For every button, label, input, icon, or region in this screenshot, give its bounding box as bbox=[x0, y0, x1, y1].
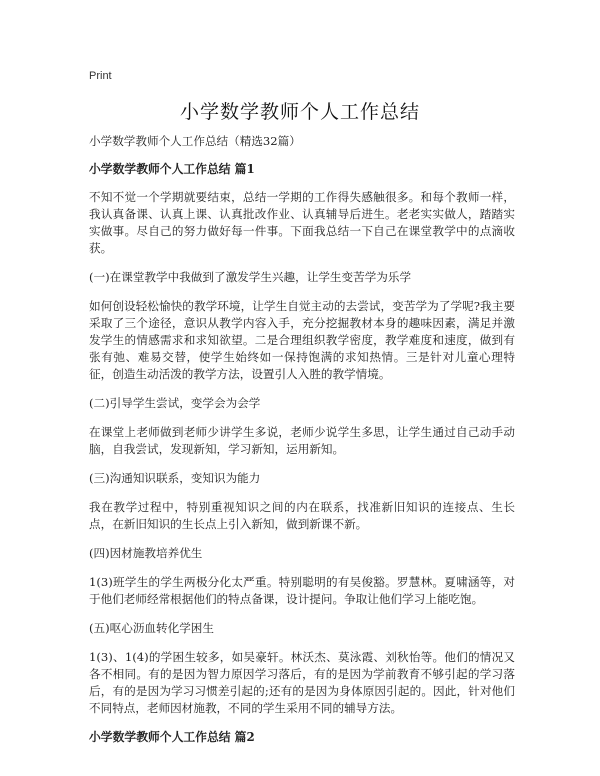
item-paragraph-2: 在课堂上老师做到老师少讲学生多说，老师少说学生多思，让学生通过自己动手动脑，自我尝试，发现新知，学习新知，运用新知。 bbox=[89, 425, 515, 456]
intro-paragraph: 不知不觉一个学期就要结束，总结一学期的工作得失感触很多。和每个教师一样，我认真备课、认真上课、认真批改作业、认真辅导后进生。老老实实做人，踏踏实实做事。尽自己的努力做好每一件事。下面我总结一下自己在课堂教学中的点滴收获。 bbox=[89, 190, 515, 255]
item-heading-4: (四)因材施教培养优生 bbox=[89, 546, 203, 560]
document-subtitle: 小学数学教师个人工作总结（精选32篇） bbox=[89, 134, 301, 148]
section-heading-2: 小学数学教师个人工作总结 篇2 bbox=[89, 730, 255, 744]
item-heading-2: (二)引导学生尝试，变学会为会学 bbox=[89, 396, 261, 410]
document-body bbox=[89, 133, 515, 757]
item-heading-3: (三)沟通知识联系，变知识为能力 bbox=[89, 471, 261, 485]
item-paragraph-1: 如何创设轻松愉快的教学环境，让学生自觉主动的去尝试，变苦学为了学呢?我主要采取了三个途径，意识从教学内容入手，充分挖掘教材本身的趣味因素，满足并激发学生的情感需求和求知欲望。二是合理组织教学密度，教学难度和速度，做到有张有弛、难易交替，使学生始终如一保持饱满的求知热情。三是针对儿童心理特征，创造生动活泼的教学方法，设置引人入胜的教学情境。 bbox=[89, 299, 515, 381]
item-paragraph-5: 1(3)、1(4)的学困生较多，如吴豪轩。林沃杰、莫泳霞、刘秋怡等。他们的情况又各不相同。有的是因为智力原因学习落后，有的是因为学前教育不够引起的学习落后，有的是因为学习习惯差引起的;还有的是因为身体原因引起的。因此，针对他们不同特点，老师因材施教，不同的学生采用不同的辅导方法。 bbox=[89, 650, 515, 715]
page-title: 小学数学教师个人工作总结 bbox=[179, 101, 420, 123]
section-heading-1: 小学数学教师个人工作总结 篇1 bbox=[89, 162, 255, 176]
item-heading-5: (五)呕心沥血转化学困生 bbox=[89, 621, 214, 635]
print-link[interactable]: Print bbox=[89, 70, 112, 82]
item-heading-1: (一)在课堂教学中我做到了激发学生兴趣，让学生变苦学为乐学 bbox=[89, 270, 412, 284]
item-paragraph-3: 我在教学过程中，特别重视知识之间的内在联系，找准新旧知识的连接点、生长点，在新旧知识的生长点上引入新知，做到新课不新。 bbox=[89, 500, 515, 531]
item-paragraph-4: 1(3)班学生的学生两极分化太严重。特别聪明的有吴俊豁。罗慧林。夏啸涵等，对于他们老师经常根据他们的特点备课，设计提问。争取让他们学习上能吃饱。 bbox=[89, 575, 515, 606]
